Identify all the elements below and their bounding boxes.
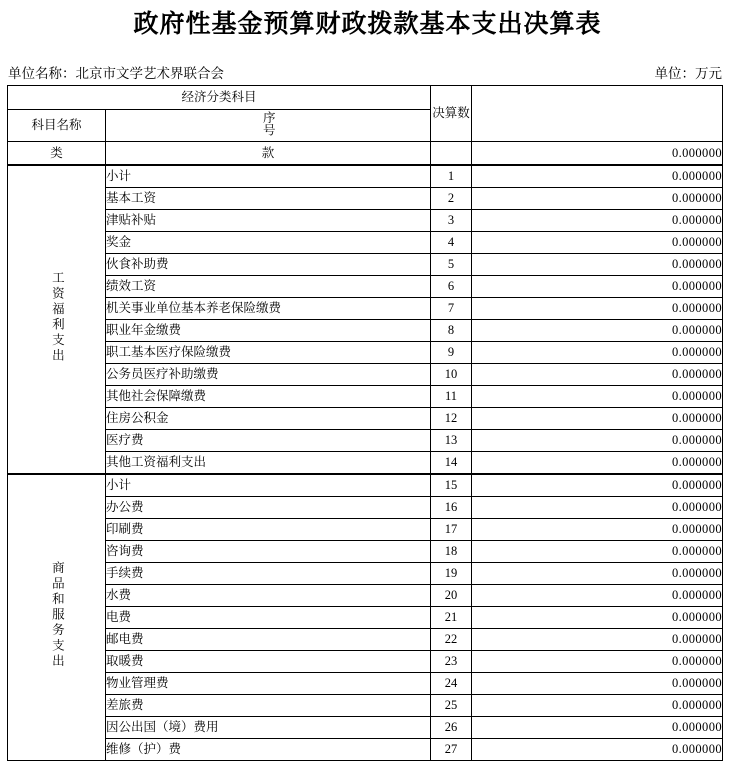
row-sequence-number: 7 (431, 297, 472, 319)
row-sequence-number: 4 (431, 231, 472, 253)
row-subject-name: 其他工资福利支出 (106, 451, 431, 474)
row-sequence-number: 23 (431, 650, 472, 672)
table-header (8, 85, 723, 141)
row-subject-name: 基本工资 (106, 187, 431, 209)
row-final-amount: 0.000000 (472, 518, 723, 540)
row-sequence-number: 15 (431, 474, 472, 497)
row-final-amount: 0.000000 (472, 253, 723, 275)
row-sequence-number: 9 (431, 341, 472, 363)
table-row (8, 738, 723, 760)
table-row (8, 474, 723, 497)
row-subject-name: 手续费 (106, 562, 431, 584)
row-final-amount: 0.000000 (472, 738, 723, 760)
table-row (8, 628, 723, 650)
row-final-amount: 0.000000 (472, 606, 723, 628)
row-sequence-number: 2 (431, 187, 472, 209)
row-sequence-number: 18 (431, 540, 472, 562)
row-subject-name: 邮电费 (106, 628, 431, 650)
row-sequence-number: 5 (431, 253, 472, 275)
table-row (8, 385, 723, 407)
table-row (8, 231, 723, 253)
row-final-amount: 0.000000 (472, 165, 723, 188)
row-final-amount: 0.000000 (472, 385, 723, 407)
row-final-amount: 0.000000 (472, 363, 723, 385)
band-row (8, 141, 723, 165)
row-sequence-number: 3 (431, 209, 472, 231)
row-sequence-number: 19 (431, 562, 472, 584)
row-final-amount: 0.000000 (472, 672, 723, 694)
header-sequence-number-text: 序号 (261, 111, 276, 137)
row-final-amount: 0.000000 (472, 187, 723, 209)
row-sequence-number: 10 (431, 363, 472, 385)
row-subject-name: 因公出国（境）费用 (106, 716, 431, 738)
row-final-amount: 0.000000 (472, 562, 723, 584)
row-final-amount: 0.000000 (472, 650, 723, 672)
group-label-text: 工资福利支出 (50, 271, 65, 365)
row-final-amount: 0.000000 (472, 496, 723, 518)
table-row (8, 562, 723, 584)
row-subject-name: 津贴补贴 (106, 209, 431, 231)
row-sequence-number: 26 (431, 716, 472, 738)
row-sequence-number: 20 (431, 584, 472, 606)
table-row (8, 407, 723, 429)
row-subject-name: 奖金 (106, 231, 431, 253)
row-sequence-number: 17 (431, 518, 472, 540)
row-subject-name: 电费 (106, 606, 431, 628)
row-subject-name: 医疗费 (106, 429, 431, 451)
table-row (8, 275, 723, 297)
table-row (8, 540, 723, 562)
row-sequence-number: 24 (431, 672, 472, 694)
row-final-amount: 0.000000 (472, 297, 723, 319)
row-subject-name: 机关事业单位基本养老保险缴费 (106, 297, 431, 319)
table-body (8, 141, 723, 760)
row-subject-name: 取暖费 (106, 650, 431, 672)
row-sequence-number: 22 (431, 628, 472, 650)
row-final-amount: 0.000000 (472, 319, 723, 341)
band-section-label: 款 (106, 141, 431, 165)
page-title: 政府性基金预算财政拨款基本支出决算表 (133, 10, 602, 38)
row-final-amount: 0.000000 (472, 628, 723, 650)
table-row (8, 297, 723, 319)
table-row (8, 716, 723, 738)
row-final-amount: 0.000000 (472, 716, 723, 738)
unit-name-label: 单位名称：北京市文学艺术界联合会 (8, 66, 224, 81)
table-row (8, 584, 723, 606)
table-row (8, 363, 723, 385)
document-meta-row (8, 67, 722, 82)
table-container (7, 85, 722, 761)
row-sequence-number: 25 (431, 694, 472, 716)
table-row (8, 672, 723, 694)
row-subject-name: 小计 (106, 165, 431, 188)
row-subject-name: 差旅费 (106, 694, 431, 716)
row-sequence-number: 13 (431, 429, 472, 451)
row-final-amount: 0.000000 (472, 694, 723, 716)
row-subject-name: 职工基本医疗保险缴费 (106, 341, 431, 363)
row-subject-name: 印刷费 (106, 518, 431, 540)
header-final-amount: 决算数 (431, 85, 472, 141)
row-subject-name: 物业管理费 (106, 672, 431, 694)
row-sequence-number: 16 (431, 496, 472, 518)
row-sequence-number: 1 (431, 165, 472, 188)
row-final-amount: 0.000000 (472, 451, 723, 474)
row-subject-name: 办公费 (106, 496, 431, 518)
band-class-label: 类 (8, 141, 106, 165)
budget-expenditure-table (7, 85, 723, 761)
row-final-amount: 0.000000 (472, 231, 723, 253)
row-final-amount: 0.000000 (472, 429, 723, 451)
band-sequence-cell (431, 141, 472, 165)
row-final-amount: 0.000000 (472, 540, 723, 562)
row-subject-name: 小计 (106, 474, 431, 497)
row-sequence-number: 6 (431, 275, 472, 297)
row-final-amount: 0.000000 (472, 474, 723, 497)
table-row (8, 341, 723, 363)
row-subject-name: 水费 (106, 584, 431, 606)
header-sequence-number (106, 109, 431, 141)
row-subject-name: 咨询费 (106, 540, 431, 562)
header-row-bottom (8, 109, 723, 141)
row-subject-name: 公务员医疗补助缴费 (106, 363, 431, 385)
row-subject-name: 维修（护）费 (106, 738, 431, 760)
band-value-cell: 0.000000 (472, 141, 723, 165)
unit-measure-label: 单位：万元 (654, 66, 722, 81)
group-label-text: 商品和服务支出 (50, 561, 65, 670)
table-row (8, 606, 723, 628)
row-sequence-number: 21 (431, 606, 472, 628)
table-row (8, 518, 723, 540)
header-subject-name: 科目名称 (8, 109, 106, 141)
table-row (8, 496, 723, 518)
row-sequence-number: 11 (431, 385, 472, 407)
table-row (8, 694, 723, 716)
header-row-top (8, 85, 723, 109)
header-economic-category: 经济分类科目 (8, 85, 431, 109)
table-row (8, 253, 723, 275)
table-row (8, 165, 723, 188)
row-final-amount: 0.000000 (472, 275, 723, 297)
row-subject-name: 职业年金缴费 (106, 319, 431, 341)
row-sequence-number: 12 (431, 407, 472, 429)
row-sequence-number: 27 (431, 738, 472, 760)
row-final-amount: 0.000000 (472, 407, 723, 429)
group-label-cell (8, 165, 106, 474)
row-subject-name: 住房公积金 (106, 407, 431, 429)
row-subject-name: 绩效工资 (106, 275, 431, 297)
row-final-amount: 0.000000 (472, 341, 723, 363)
table-row (8, 650, 723, 672)
row-final-amount: 0.000000 (472, 209, 723, 231)
table-row (8, 209, 723, 231)
table-row (8, 451, 723, 474)
row-subject-name: 其他社会保障缴费 (106, 385, 431, 407)
row-subject-name: 伙食补助费 (106, 253, 431, 275)
row-final-amount: 0.000000 (472, 584, 723, 606)
group-label-cell (8, 474, 106, 761)
table-row (8, 319, 723, 341)
row-sequence-number: 14 (431, 451, 472, 474)
table-row (8, 187, 723, 209)
row-sequence-number: 8 (431, 319, 472, 341)
table-row (8, 429, 723, 451)
